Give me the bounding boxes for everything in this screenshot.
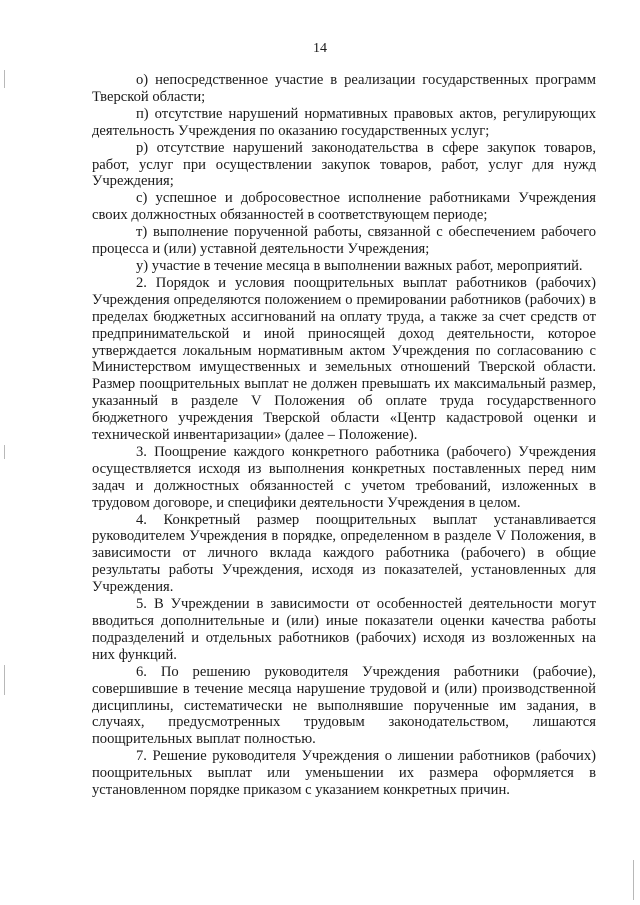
document-body bbox=[92, 72, 596, 799]
paragraph-section-2: 2. Порядок и условия поощрительных выплат работников (рабочих) Учреждения определяются положением о премировании работников (рабочих) в пределах бюджетных ассигнований на оплату труда, а также за счет средств от предпринимательской и иной приносящей доход деятельности, которое утверждается локальным нормативным актом Учреждения по согласованию с Министерством имущественных и земельных отношений Тверской области. Размер поощрительных выплат не должен превышать их максимальный размер, указанный в разделе V Положения об оплате труда государственного бюджетного учреждения Тверской области «Центр кадастровой оценки и технической инвентаризации» (далее – Положение). bbox=[92, 274, 596, 444]
scan-edge-mark bbox=[633, 860, 634, 900]
paragraph-item-p: п) отсутствие нарушений нормативных правовых актов, регулирующих деятельность Учреждения по оказанию государственных услуг; bbox=[92, 105, 596, 139]
paragraph-item-o: о) непосредственное участие в реализации государственных программ Тверской области; bbox=[92, 72, 596, 105]
scan-edge-mark bbox=[4, 70, 5, 88]
paragraph-section-6: 6. По решению руководителя Учреждения работники (рабочие), совершившие в течение месяца нарушение трудовой и (или) производственной дисциплины, систематически не выполнявшие порученные им задания, в случаях, предусмотренных трудовым законодательством, лишаются поощрительных выплат полностью. bbox=[92, 663, 596, 748]
paragraph-section-3: 3. Поощрение каждого конкретного работника (рабочего) Учреждения осуществляется исходя из выполнения конкретных поставленных перед ним задач и должностных обязанностей с учетом требований, изложенных в трудовом договоре, и специфики деятельности Учреждения в целом. bbox=[92, 443, 596, 511]
paragraph-item-s: с) успешное и добросовестное исполнение работниками Учреждения своих должностных обязанностей в соответствующем периоде; bbox=[92, 190, 596, 224]
paragraph-item-u: у) участие в течение месяца в выполнении важных работ, мероприятий. bbox=[136, 257, 583, 274]
scan-edge-mark bbox=[4, 445, 5, 459]
paragraph-item-r: р) отсутствие нарушений законодательства в сфере закупок товаров, работ, услуг при осуществлении закупок товаров, работ, услуг для нужд Учреждения; bbox=[92, 139, 596, 190]
paragraph-item-t: т) выполнение порученной работы, связанной с обеспечением рабочего процесса и (или) уставной деятельности Учреждения; bbox=[92, 224, 596, 258]
paragraph-section-4: 4. Конкретный размер поощрительных выплат устанавливается руководителем Учреждения в порядке, определенном в разделе V Положения, в зависимости от личного вклада каждого работника (рабочего) в общие результаты работы Учреждения, исходя из показателей, установленных для Учреждения. bbox=[92, 511, 596, 596]
page-number: 14 bbox=[313, 41, 327, 56]
scan-edge-mark bbox=[4, 665, 5, 695]
paragraph-section-5: 5. В Учреждении в зависимости от особенностей деятельности могут вводиться дополнительные и (или) иные показатели оценки качества работы подразделений и отдельных работников (рабочих) исходя из возложенных на них функций. bbox=[92, 596, 596, 663]
paragraph-section-7: 7. Решение руководителя Учреждения о лишении работников (рабочих) поощрительных выплат или уменьшении их размера оформляется в установленном порядке приказом с указанием конкретных причин. bbox=[92, 748, 596, 799]
